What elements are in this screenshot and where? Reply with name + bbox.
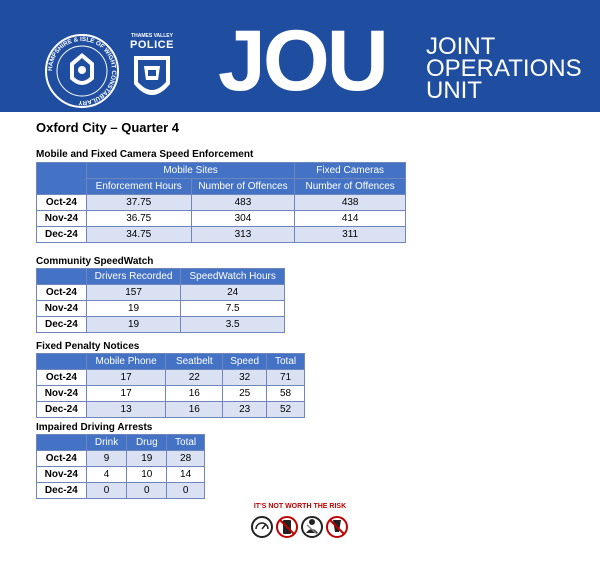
table-cell: 16 [166,386,223,402]
table-row [37,467,205,483]
table-row [37,285,285,301]
jou-logo: JOU [218,13,386,109]
not-worth-the-risk-logo [248,499,352,543]
table-cell: 24 [181,285,285,301]
table-cell: 19 [86,317,181,333]
col-header: Mobile Phone [86,354,166,370]
row-label: Dec-24 [37,483,87,499]
penalty-heading: Fixed Penalty Notices [36,341,140,352]
table-cell: 52 [267,402,305,418]
jou-line-3: UNIT [426,77,482,104]
penalty-table [36,353,305,418]
jou-line-2: OPERATIONS [426,55,582,82]
row-label: Oct-24 [37,451,87,467]
col-header: Number of Offences [295,179,406,195]
table-cell: 58 [267,386,305,402]
table-cell: 36.75 [86,211,191,227]
phone-icon [277,517,297,537]
table-row [37,317,285,333]
table-corner [37,269,87,285]
police-subtitle: THAMES VALLEY [131,33,173,39]
col-header: Enforcement Hours [86,179,191,195]
camera-heading: Mobile and Fixed Camera Speed Enforcement [36,149,254,160]
row-label: Nov-24 [37,386,87,402]
jou-line-1: JOINT [426,33,496,60]
drink-icon [327,517,347,537]
row-label: Oct-24 [37,285,87,301]
table-cell: 28 [167,451,205,467]
table-row [37,402,305,418]
police-wordmark: POLICE [130,39,174,51]
impaired-heading: Impaired Driving Arrests [36,422,153,433]
seatbelt-icon [302,517,322,537]
row-label: Nov-24 [37,467,87,483]
row-label: Oct-24 [37,370,87,386]
table-cell: 438 [295,195,406,211]
col-header: Seatbelt [166,354,223,370]
table-cell: 32 [223,370,267,386]
table-cell: 0 [167,483,205,499]
table-cell: 157 [86,285,181,301]
table-row [37,211,406,227]
impaired-table [36,434,205,499]
header-banner [0,0,600,112]
crest-ring-text: HAMPSHIRE & ISLE OF WIGHT CONSTABULARY [46,35,118,107]
table-cell: 0 [86,483,127,499]
table-cell: 313 [191,227,295,243]
table-cell: 16 [166,402,223,418]
col-header: SpeedWatch Hours [181,269,285,285]
col-header: Speed [223,354,267,370]
table-cell: 71 [267,370,305,386]
table-cell: 13 [86,402,166,418]
col-header: Total [267,354,305,370]
group-header-mobile: Mobile Sites [86,163,294,179]
col-header: Drink [86,435,127,451]
col-header: Drug [127,435,167,451]
table-row [37,301,285,317]
col-header: Drivers Recorded [86,269,181,285]
table-corner [37,163,87,195]
page-title: Oxford City – Quarter 4 [36,120,180,135]
table-cell: 37.75 [86,195,191,211]
row-label: Dec-24 [37,227,87,243]
table-cell: 25 [223,386,267,402]
speedwatch-heading: Community SpeedWatch [36,256,154,267]
table-cell: 4 [86,467,127,483]
table-row [37,483,205,499]
table-cell: 414 [295,211,406,227]
table-cell: 14 [167,467,205,483]
table-cell: 9 [86,451,127,467]
row-label: Oct-24 [37,195,87,211]
table-cell: 7.5 [181,301,285,317]
speed-icon [252,517,272,537]
row-label: Dec-24 [37,402,87,418]
table-row [37,370,305,386]
table-cell: 483 [191,195,295,211]
table-row [37,386,305,402]
col-header: Total [167,435,205,451]
speedwatch-table [36,268,285,333]
camera-table [36,162,406,243]
row-label: Nov-24 [37,211,87,227]
table-cell: 19 [86,301,181,317]
table-cell: 311 [295,227,406,243]
table-row [37,451,205,467]
hampshire-constabulary-crest-icon [44,33,120,109]
table-cell: 0 [127,483,167,499]
table-cell: 22 [166,370,223,386]
jou-subtitle [426,33,582,104]
table-corner [37,435,87,451]
table-cell: 17 [86,386,166,402]
group-header-fixed: Fixed Cameras [295,163,406,179]
col-header: Number of Offences [191,179,295,195]
table-cell: 19 [127,451,167,467]
table-corner [37,354,87,370]
table-cell: 17 [86,370,166,386]
table-cell: 23 [223,402,267,418]
table-cell: 3.5 [181,317,285,333]
table-row [37,227,406,243]
table-cell: 304 [191,211,295,227]
row-label: Nov-24 [37,301,87,317]
table-row [37,195,406,211]
row-label: Dec-24 [37,317,87,333]
table-cell: 34.75 [86,227,191,243]
logo-text: IT'S NOT WORTH THE RISK [253,503,347,510]
table-cell: 10 [127,467,167,483]
